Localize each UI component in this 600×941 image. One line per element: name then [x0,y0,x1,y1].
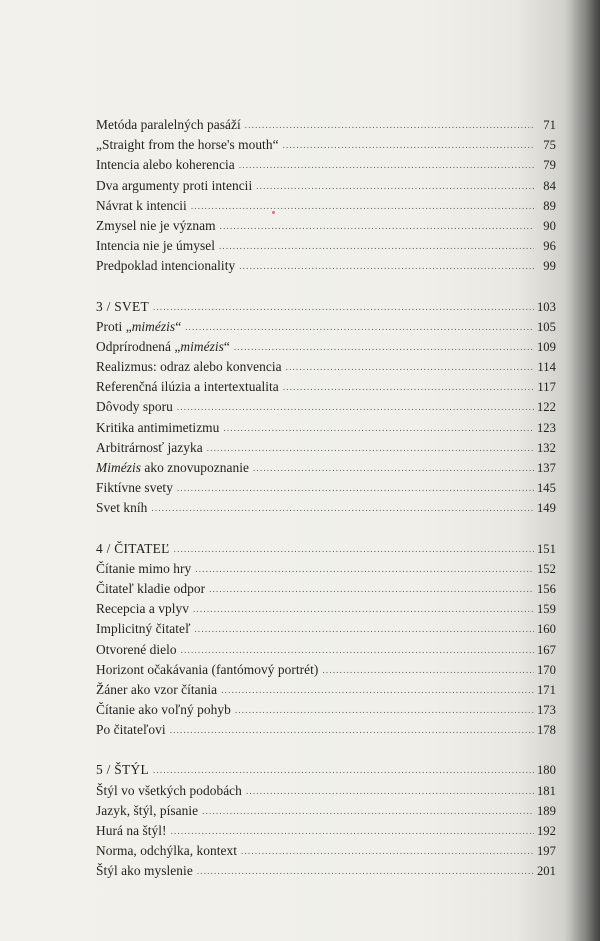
toc-entry-title: Odprírodnená „mimézis“ [96,338,230,354]
toc-entry-page: 145 [536,481,556,496]
leader-dots [246,781,534,801]
toc-entry-title: Otvorené dielo [96,641,177,657]
toc-entry-title: Čitateľ kladie odpor [96,580,206,596]
toc-entry [96,135,556,155]
toc-entry-title: Arbitrárnosť jazyka [96,439,203,455]
leader-dots [193,599,534,619]
toc-entry-title: Žáner ako vzor čítania [96,681,218,697]
toc-entry-page: 122 [536,400,556,415]
toc-entry [96,176,556,196]
toc-section-styl [96,760,556,881]
toc-entry [96,418,556,438]
toc-entry-title: Norma, odchýlka, kontext [96,843,238,859]
italic-term: Mimézis [96,460,141,475]
toc-entry-title: Predpoklad intencionality [96,258,236,274]
toc-entry [96,377,556,397]
leader-dots [174,539,534,559]
toc-entry [96,781,556,801]
toc-entry [96,599,556,619]
toc-chapter-title: 3 / SVET [96,298,149,314]
leader-dots [239,155,534,175]
leader-dots [256,176,534,196]
toc-chapter-heading [96,760,556,780]
toc-entry [96,478,556,498]
leader-dots [241,841,534,861]
toc-entry [96,498,556,518]
toc-entry [96,115,556,135]
leader-dots [245,115,534,135]
leader-dots [234,337,534,357]
toc-entry [96,397,556,417]
toc-chapter-heading [96,539,556,559]
toc-entry [96,660,556,680]
toc-entry [96,841,556,861]
toc-entry-page: 123 [536,420,556,435]
toc-entry-page: 173 [536,703,556,718]
toc-section-continued [96,115,556,277]
leader-dots [209,579,534,599]
toc-entry-page: 156 [536,581,556,596]
leader-dots [177,478,534,498]
leader-dots [177,397,534,417]
toc-entry [96,801,556,821]
leader-dots [153,297,534,317]
toc-entry-title: Referenčná ilúzia a intertextualita [96,379,279,395]
toc-chapter-heading [96,297,556,317]
toc-entry-title: Kritika antimimetizmu [96,419,220,435]
section-gap [96,740,556,760]
leader-dots [207,438,534,458]
leader-dots [197,861,534,881]
page-edge-shadow [564,0,600,941]
toc-entry [96,680,556,700]
toc-entry-page: 71 [543,118,556,132]
toc-entry-title: Štýl vo všetkých podobách [96,782,242,798]
toc-entry-title: Proti „mimézis“ [96,318,182,334]
toc-entry-page: 90 [543,218,556,233]
toc-entry-page: 152 [536,561,556,576]
toc-entry [96,619,556,639]
leader-dots [153,760,534,780]
toc-entry-page: 89 [543,198,556,213]
toc-entry-page: 201 [536,864,556,879]
toc-entry-page: 84 [543,178,556,193]
toc-entry-page: 149 [536,501,556,516]
toc-entry-page: 79 [543,158,556,173]
toc-entry-page: 159 [536,602,556,617]
toc-entry-page: 171 [536,682,556,697]
leader-dots [170,720,534,740]
leader-dots [223,418,534,438]
toc-entry [96,861,556,881]
toc-entry [96,216,556,236]
toc-entry [96,337,556,357]
leader-dots [191,196,534,216]
toc-entry [96,357,556,377]
toc-entry-page: 114 [537,360,556,375]
toc-section-citatel [96,539,556,741]
leader-dots [221,680,534,700]
leader-dots [286,357,534,377]
toc-entry-page: 160 [536,622,556,637]
leader-dots [185,317,534,337]
leader-dots [194,619,534,639]
toc-entry-page: 197 [536,844,556,859]
toc-entry [96,579,556,599]
toc-entry-title: Metóda paralelných pasáží [96,117,241,132]
toc-entry-title: Recepcia a vplyv [96,601,190,617]
toc-entry [96,256,556,276]
toc-entry-title: Dôvody sporu [96,399,173,415]
leader-dots [171,821,534,841]
toc-chapter-page: 180 [536,763,556,778]
toc-entry [96,700,556,720]
toc-entry [96,821,556,841]
toc-entry-page: 137 [536,461,556,475]
toc-entry [96,458,556,478]
table-of-contents [96,115,556,882]
leader-dots [219,236,534,256]
toc-entry-title: Realizmus: odraz alebo konvencia [96,359,282,375]
italic-term: mimézis [131,318,176,334]
leader-dots [202,801,534,821]
section-gap [96,519,556,539]
toc-entry-title: Štýl ako myslenie [96,863,193,879]
toc-entry-page: 167 [536,642,556,657]
toc-entry-page: 96 [543,239,556,254]
toc-entry [96,236,556,256]
toc-entry-page: 178 [536,723,556,738]
toc-entry [96,559,556,579]
toc-entry-title: Jazyk, štýl, písanie [96,802,199,818]
toc-entry-title: Implicitný čitateľ [96,621,191,637]
leader-dots [151,498,534,518]
toc-entry-title: Intencia alebo koherencia [96,157,235,173]
toc-entry-title: Fiktívne svety [96,480,173,496]
toc-entry [96,155,556,175]
toc-entry-page: 170 [536,662,556,677]
toc-entry-page: 181 [536,783,556,798]
toc-entry-title: Mimézis ako znovupoznanie [96,460,249,475]
toc-entry-page: 192 [536,824,556,838]
toc-entry-page: 109 [536,339,556,354]
leader-dots [253,458,534,478]
toc-chapter-title: 4 / ČITATEĽ [96,540,170,556]
toc-entry-page: 189 [536,803,556,818]
toc-entry [96,438,556,458]
toc-entry-title: Zmysel nie je význam [96,217,216,233]
leader-dots [283,135,534,155]
italic-term: mimézis [180,338,224,354]
toc-entry-page: 117 [537,380,556,395]
leader-dots [195,559,534,579]
leader-dots [235,700,534,720]
toc-entry-page: 105 [536,319,556,334]
toc-entry-title: Dva argumenty proti intencii [96,177,253,193]
toc-entry-title: Horizont očakávania (fantómový portrét) [96,661,319,677]
leader-dots [220,216,534,236]
toc-chapter-page: 103 [536,299,556,314]
toc-entry-title: Hurá na štýl! [96,823,167,838]
toc-entry-title: Návrat k intencii [96,197,187,213]
toc-entry-title: Intencia nie je úmysel [96,238,215,254]
toc-entry [96,720,556,740]
toc-section-svet [96,297,556,519]
toc-entry-title: „Straight from the horse's mouth“ [96,137,279,153]
leader-dots [322,660,534,680]
leader-dots [283,377,534,397]
section-gap [96,277,556,297]
toc-entry-title: Po čitateľovi [96,722,166,738]
toc-entry-page: 99 [543,259,556,274]
toc-entry [96,640,556,660]
toc-entry [96,196,556,216]
toc-entry-page: 132 [536,440,556,455]
leader-dots [181,640,534,660]
toc-entry-title: Čítanie ako voľný pohyb [96,702,231,718]
toc-entry-title: Čítanie mimo hry [96,560,192,576]
leader-dots [239,256,534,276]
toc-entry [96,317,556,337]
toc-chapter-page: 151 [536,541,556,556]
toc-chapter-title: 5 / ŠTÝL [96,762,149,778]
toc-entry-page: 75 [543,138,556,153]
toc-entry-title: Svet kníh [96,500,148,516]
